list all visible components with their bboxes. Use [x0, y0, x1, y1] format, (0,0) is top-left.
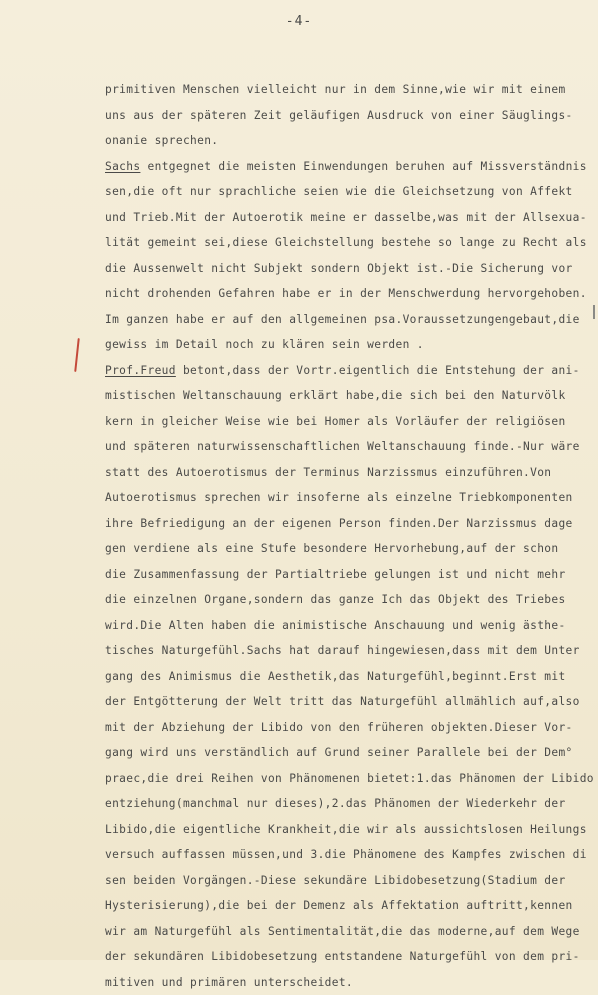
text-line: ihre Befriedigung an der eigenen Person finden.Der Narzissmus dage — [105, 511, 595, 537]
text-line: wir am Naturgefühl als Sentimentalität,die das moderne,auf dem Wege — [105, 919, 595, 945]
text-line: versuch auffassen müssen,und 3.die Phänomene des Kampfes zwischen di — [105, 842, 595, 868]
text-line: der Entgötterung der Welt tritt das Naturgefühl allmählich auf,also — [105, 689, 595, 715]
text-line: Libido,die eigentliche Krankheit,die wir als aussichtslosen Heilungs — [105, 817, 595, 843]
text-line: die Zusammenfassung der Partialtriebe gelungen ist und nicht mehr — [105, 562, 595, 588]
text-line: entziehung(manchmal nur dieses),2.das Phänomen der Wiederkehr der — [105, 791, 595, 817]
page-number: -4- — [0, 14, 598, 29]
text-line — [105, 358, 595, 384]
text-line: mit der Abziehung der Libido von den früheren objekten.Dieser Vor- — [105, 715, 595, 741]
text-line: praec,die drei Reihen von Phänomenen bietet:1.das Phänomen der Libido — [105, 766, 595, 792]
text-line: uns aus der späteren Zeit geläufigen Ausdruck von einer Säuglings- — [105, 103, 595, 129]
line-text: entgegnet die meisten Einwendungen beruhen auf Missverständnis — [140, 160, 586, 173]
text-line: mistischen Weltanschauung erklärt habe,die sich bei den Naturvölk — [105, 383, 595, 409]
text-line: die einzelnen Organe,sondern das ganze Ich das Objekt des Triebes — [105, 587, 595, 613]
text-line: nicht drohenden Gefahren habe er in der Menschwerdung hervorgehoben. — [105, 281, 595, 307]
text-line: gen verdiene als eine Stufe besondere Hervorhebung,auf der schon — [105, 536, 595, 562]
speaker-name: Prof.Freud — [105, 364, 176, 377]
text-line: lität gemeint sei,diese Gleichstellung bestehe so lange zu Recht als — [105, 230, 595, 256]
text-line: statt des Autoerotismus der Terminus Narzissmus einzuführen.Von — [105, 460, 595, 486]
line-text: betont,dass der Vortr.eigentlich die Entstehung der ani- — [176, 364, 580, 377]
text-line: gewiss im Detail noch zu klären sein werden . — [105, 332, 595, 358]
speaker-name: Sachs — [105, 160, 140, 173]
typed-text-body — [105, 77, 595, 995]
text-line: Autoerotismus sprechen wir insoferne als einzelne Triebkomponenten — [105, 485, 595, 511]
text-line: kern in gleicher Weise wie bei Homer als Vorläufer der religiösen — [105, 409, 595, 435]
text-line: onanie sprechen. — [105, 128, 595, 154]
red-margin-mark — [74, 338, 80, 372]
text-line: tisches Naturgefühl.Sachs hat darauf hingewiesen,dass mit dem Unter — [105, 638, 595, 664]
text-line: primitiven Menschen vielleicht nur in dem Sinne,wie wir mit einem — [105, 77, 595, 103]
text-line: der sekundären Libidobesetzung entstandene Naturgefühl von dem pri- — [105, 944, 595, 970]
text-line: gang wird uns verständlich auf Grund seiner Parallele bei der Dem° — [105, 740, 595, 766]
text-line: gang des Animismus die Aesthetik,das Naturgefühl,beginnt.Erst mit — [105, 664, 595, 690]
text-line: Hysterisierung),die bei der Demenz als Affektation auftritt,kennen — [105, 893, 595, 919]
text-line: sen beiden Vorgängen.-Diese sekundäre Libidobesetzung(Stadium der — [105, 868, 595, 894]
text-line: die Aussenwelt nicht Subjekt sondern Objekt ist.-Die Sicherung vor — [105, 256, 595, 282]
text-line: und späteren naturwissenschaftlichen Weltanschauung finde.-Nur wäre — [105, 434, 595, 460]
text-line: sen,die oft nur sprachliche seien wie die Gleichsetzung von Affekt — [105, 179, 595, 205]
text-line: Im ganzen habe er auf den allgemeinen psa.Voraussetzungengebaut,die — [105, 307, 595, 333]
text-line — [105, 154, 595, 180]
text-line: mitiven und primären unterscheidet. — [105, 970, 595, 995]
text-line: wird.Die Alten haben die animistische Anschauung und wenig ästhe- — [105, 613, 595, 639]
text-line: und Trieb.Mit der Autoerotik meine er dasselbe,was mit der Allsexua- — [105, 205, 595, 231]
